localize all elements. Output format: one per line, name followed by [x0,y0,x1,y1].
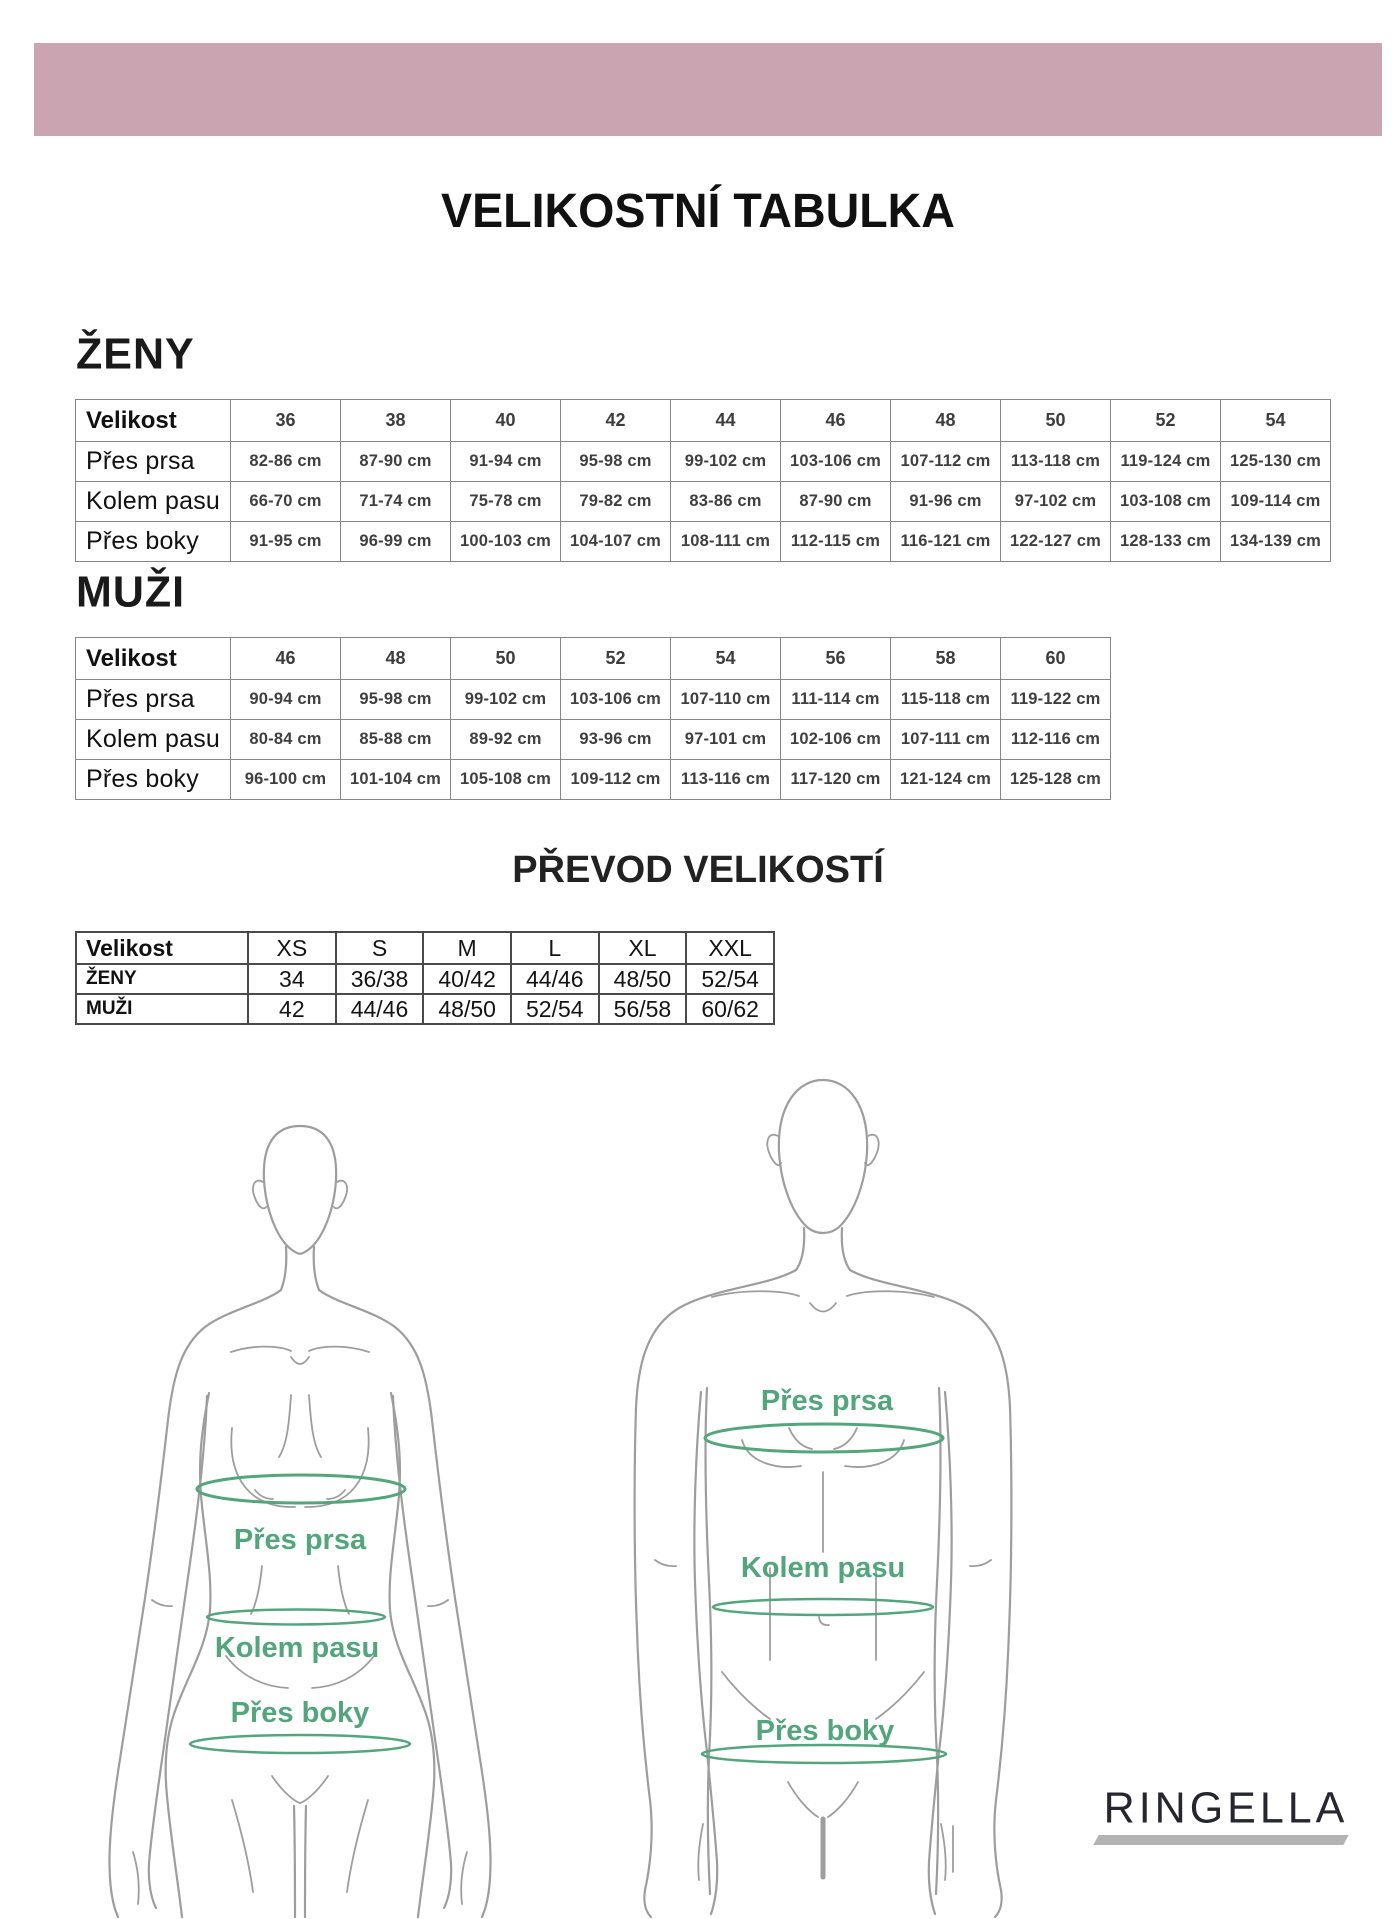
size-header-cell: 36 [231,400,341,442]
value-cell: 99-102 cm [451,680,561,720]
size-header-cell: M [423,932,511,964]
table-row [76,482,1331,522]
size-header-cell: XS [248,932,336,964]
value-cell: 90-94 cm [231,680,341,720]
size-header-cell: 50 [451,638,561,680]
size-header-cell: XL [599,932,687,964]
size-header-cell: 50 [1001,400,1111,442]
value-cell: 104-107 cm [561,522,671,562]
table-row [76,964,774,994]
size-header-cell: 48 [891,400,1001,442]
size-header-cell: 60 [1001,638,1111,680]
male-measurement-lines [702,1385,946,1763]
value-cell: 122-127 cm [1001,522,1111,562]
value-cell: 115-118 cm [891,680,1001,720]
size-header-cell: L [511,932,599,964]
value-cell: 109-112 cm [561,760,671,800]
female-bust-label: Přes prsa [233,1524,367,1556]
value-cell: 87-90 cm [781,482,891,522]
male-hips-line [702,1745,946,1763]
value-cell: 134-139 cm [1221,522,1331,562]
value-cell: 60/62 [686,994,774,1024]
women-section-heading: ŽENY [76,329,195,379]
value-cell: 42 [248,994,336,1024]
table-row [76,522,1331,562]
value-cell: 48/50 [423,994,511,1024]
row-label-cell: Přes boky [76,760,231,800]
value-cell: 93-96 cm [561,720,671,760]
value-cell: 113-118 cm [1001,442,1111,482]
brand-logo-text: RINGELLA [1103,1783,1349,1833]
row-label-cell: Kolem pasu [76,482,231,522]
size-header-cell: XXL [686,932,774,964]
value-cell: 44/46 [511,964,599,994]
value-cell: 56/58 [599,994,687,1024]
row-label-cell: MUŽI [76,994,248,1024]
value-cell: 89-92 cm [451,720,561,760]
value-cell: 96-99 cm [341,522,451,562]
value-cell: 52/54 [686,964,774,994]
value-cell: 119-124 cm [1111,442,1221,482]
male-figure-outline [635,1080,1012,1917]
table-row [76,442,1331,482]
size-header-cell: 38 [341,400,451,442]
size-header-cell: 52 [561,638,671,680]
value-cell: 34 [248,964,336,994]
row-label-cell: ŽENY [76,964,248,994]
row-label-cell: Kolem pasu [76,720,231,760]
value-cell: 91-95 cm [231,522,341,562]
value-cell: 100-103 cm [451,522,561,562]
value-cell: 48/50 [599,964,687,994]
value-cell: 97-101 cm [671,720,781,760]
men-size-table [75,637,1111,800]
size-header-cell: 54 [1221,400,1331,442]
value-cell: 71-74 cm [341,482,451,522]
value-cell: 75-78 cm [451,482,561,522]
decorative-header-bar [34,43,1382,136]
size-header-cell: 48 [341,638,451,680]
value-cell: 52/54 [511,994,599,1024]
female-figure-outline [109,1126,490,1917]
row-label-cell: Přes prsa [76,442,231,482]
value-cell: 36/38 [336,964,424,994]
value-cell: 87-90 cm [341,442,451,482]
size-header-cell: S [336,932,424,964]
female-hips-line [190,1735,410,1753]
value-cell: 107-110 cm [671,680,781,720]
size-header-cell: 44 [671,400,781,442]
female-hips-label: Přes boky [230,1697,370,1729]
size-header-cell: 54 [671,638,781,680]
value-cell: 103-106 cm [781,442,891,482]
value-cell: 40/42 [423,964,511,994]
value-cell: 103-108 cm [1111,482,1221,522]
table-header-label: Velikost [76,932,248,964]
value-cell: 112-115 cm [781,522,891,562]
value-cell: 101-104 cm [341,760,451,800]
male-hips-label: Přes boky [755,1715,895,1747]
value-cell: 107-111 cm [891,720,1001,760]
size-header-cell: 42 [561,400,671,442]
female-measurement-lines [190,1475,410,1753]
value-cell: 103-106 cm [561,680,671,720]
value-cell: 85-88 cm [341,720,451,760]
value-cell: 125-128 cm [1001,760,1111,800]
male-bust-line [705,1424,943,1452]
value-cell: 91-96 cm [891,482,1001,522]
row-label-cell: Přes prsa [76,680,231,720]
value-cell: 119-122 cm [1001,680,1111,720]
table-header-row [76,400,1331,442]
value-cell: 82-86 cm [231,442,341,482]
size-header-cell: 40 [451,400,561,442]
size-header-cell: 52 [1111,400,1221,442]
row-label-cell: Přes boky [76,522,231,562]
table-header-row [76,638,1111,680]
value-cell: 97-102 cm [1001,482,1111,522]
size-conversion-table [75,931,775,1025]
value-cell: 117-120 cm [781,760,891,800]
value-cell: 108-111 cm [671,522,781,562]
male-bust-label: Přes prsa [760,1385,894,1417]
brand-logo-underline [1093,1835,1348,1845]
value-cell: 113-116 cm [671,760,781,800]
table-row [76,720,1111,760]
value-cell: 111-114 cm [781,680,891,720]
page-title: VELIKOSTNÍ TABULKA [441,185,955,238]
value-cell: 109-114 cm [1221,482,1331,522]
female-bust-line [197,1475,405,1503]
value-cell: 125-130 cm [1221,442,1331,482]
value-cell: 99-102 cm [671,442,781,482]
value-cell: 128-133 cm [1111,522,1221,562]
value-cell: 44/46 [336,994,424,1024]
value-cell: 112-116 cm [1001,720,1111,760]
table-row [76,760,1111,800]
male-waist-line [713,1599,933,1615]
value-cell: 95-98 cm [341,680,451,720]
value-cell: 91-94 cm [451,442,561,482]
table-header-row [76,932,774,964]
value-cell: 105-108 cm [451,760,561,800]
female-waist-label: Kolem pasu [214,1632,380,1664]
value-cell: 116-121 cm [891,522,1001,562]
value-cell: 102-106 cm [781,720,891,760]
table-header-label: Velikost [76,638,231,680]
value-cell: 107-112 cm [891,442,1001,482]
table-row [76,680,1111,720]
women-size-table [75,399,1331,562]
size-header-cell: 58 [891,638,1001,680]
value-cell: 121-124 cm [891,760,1001,800]
value-cell: 79-82 cm [561,482,671,522]
table-header-label: Velikost [76,400,231,442]
female-waist-line [207,1610,385,1625]
table-row [76,994,774,1024]
value-cell: 80-84 cm [231,720,341,760]
value-cell: 66-70 cm [231,482,341,522]
size-header-cell: 46 [781,400,891,442]
men-section-heading: MUŽI [76,567,186,617]
value-cell: 96-100 cm [231,760,341,800]
conversion-section-heading: PŘEVOD VELIKOSTÍ [512,849,884,891]
value-cell: 83-86 cm [671,482,781,522]
size-header-cell: 46 [231,638,341,680]
value-cell: 95-98 cm [561,442,671,482]
size-header-cell: 56 [781,638,891,680]
male-waist-label: Kolem pasu [740,1552,906,1584]
